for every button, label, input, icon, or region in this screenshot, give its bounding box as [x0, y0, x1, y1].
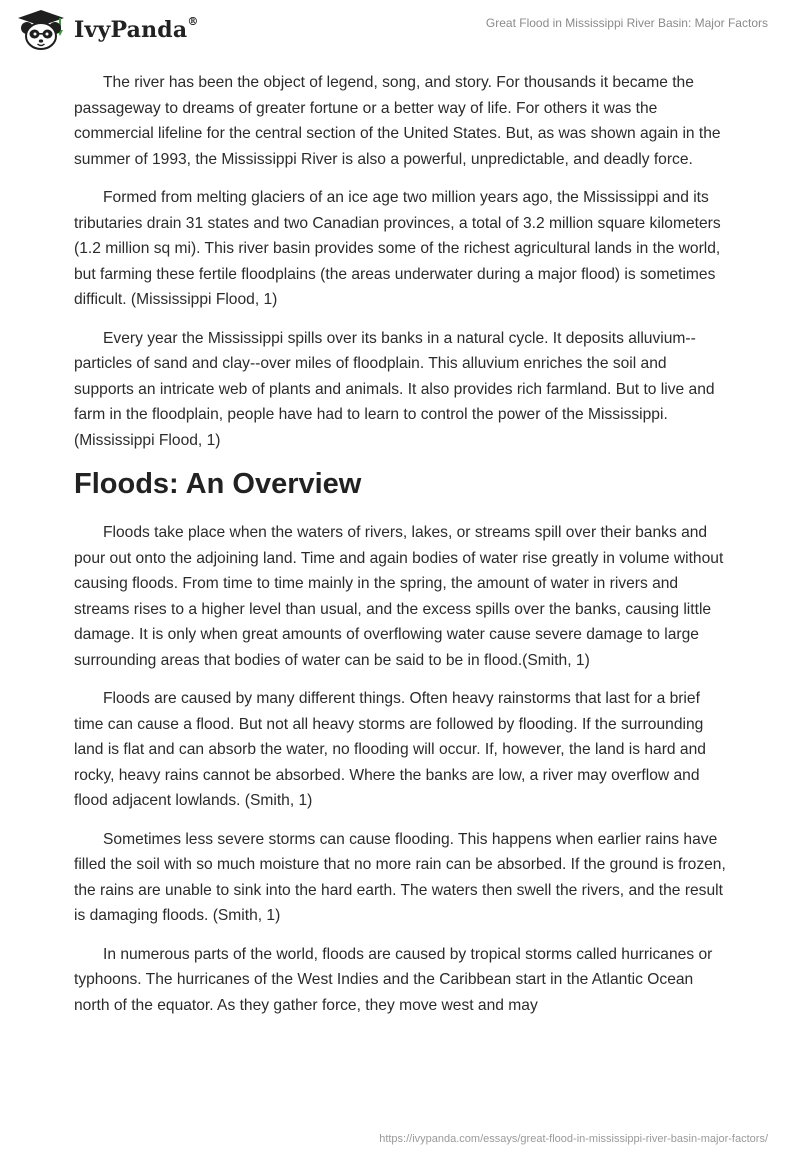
paragraph: Sometimes less severe storms can cause flooding. This happens when earlier rains have filled the soil with so much moisture that no more rain can be absorbed. If the ground is frozen, the rains are unable to sink into the hard earth. The waters then swell the rivers, and the result is damaging floods. (Smith, 1) [74, 830, 726, 924]
section-heading: Floods: An Overview [74, 468, 362, 500]
document-title: Great Flood in Mississippi River Basin: Major Factors [485, 16, 768, 30]
paragraph: Floods are caused by many different things. Often heavy rainstorms that last for a brief time can cause a flood. But not all heavy storms are followed by flooding. If the surrounding land is flat and can absorb the water, no flooding will occur. If, however, the land is hard and rocky, heavy rains cannot be absorbed. Where the banks are low, a river may overflow and flood adjacent lowlands. (Smith, 1) [74, 690, 706, 809]
paragraph: Every year the Mississippi spills over its banks in a natural cycle. It deposits alluvium--particles of sand and clay--over miles of floodplain. This alluvium enriches the soil and supports an intricate web of plants and animals. It also provides rich farmland. But to live and farm in the floodplain, people have had to learn to control the power of the Mississippi. (Mississippi Flood, 1) [74, 329, 715, 449]
source-url[interactable]: https://ivypanda.com/essays/great-flood-in-mississippi-river-basin-major-factors/ [379, 1133, 768, 1145]
brand-name [74, 17, 199, 43]
paragraph: In numerous parts of the world, floods are caused by tropical storms called hurricanes or typhoons. The hurricanes of the West Indies and the Caribbean start in the Atlantic Ocean north of the equator. As they gather force, they move west and may [74, 945, 713, 1014]
registered-mark: ® [187, 15, 199, 28]
page-header [0, 0, 800, 70]
panda-graduate-icon [14, 8, 68, 52]
paragraph: The river has been the object of legend, song, and story. For thousands it became the passageway to dreams of greater fortune or a better way of life. For others it was the commercial lifeline for the central section of the United States. But, as was shown again in the summer of 1993, the Mississippi River is also a powerful, unpredictable, and deadly force. [74, 74, 721, 168]
essay-content [74, 70, 726, 1031]
paragraph: Formed from melting glaciers of an ice age two million years ago, the Mississippi and its tributaries drain 31 states and two Canadian provinces, a total of 3.2 million square kilometers (1.2 million sq mi). This river basin provides some of the richest agricultural lands in the world, but farming these fertile floodplains (the areas underwater during a major flood) is sometimes difficult. (Mississippi Flood, 1) [74, 189, 721, 308]
ivypanda-logo[interactable] [14, 8, 199, 52]
paragraph: Floods take place when the waters of rivers, lakes, or streams spill over their banks and pour out onto the adjoining land. Time and again bodies of water rise greatly in volume without causing floods. From time to time mainly in the spring, the amount of water in rivers and streams rises to a higher level than usual, and the excess spills over the banks, causing little damage. It is only when great amounts of overflowing water cause severe damage to large surrounding areas that bodies of water can be said to be in flood.(Smith, 1) [74, 524, 724, 669]
brand-text: IvyPanda [74, 17, 188, 43]
